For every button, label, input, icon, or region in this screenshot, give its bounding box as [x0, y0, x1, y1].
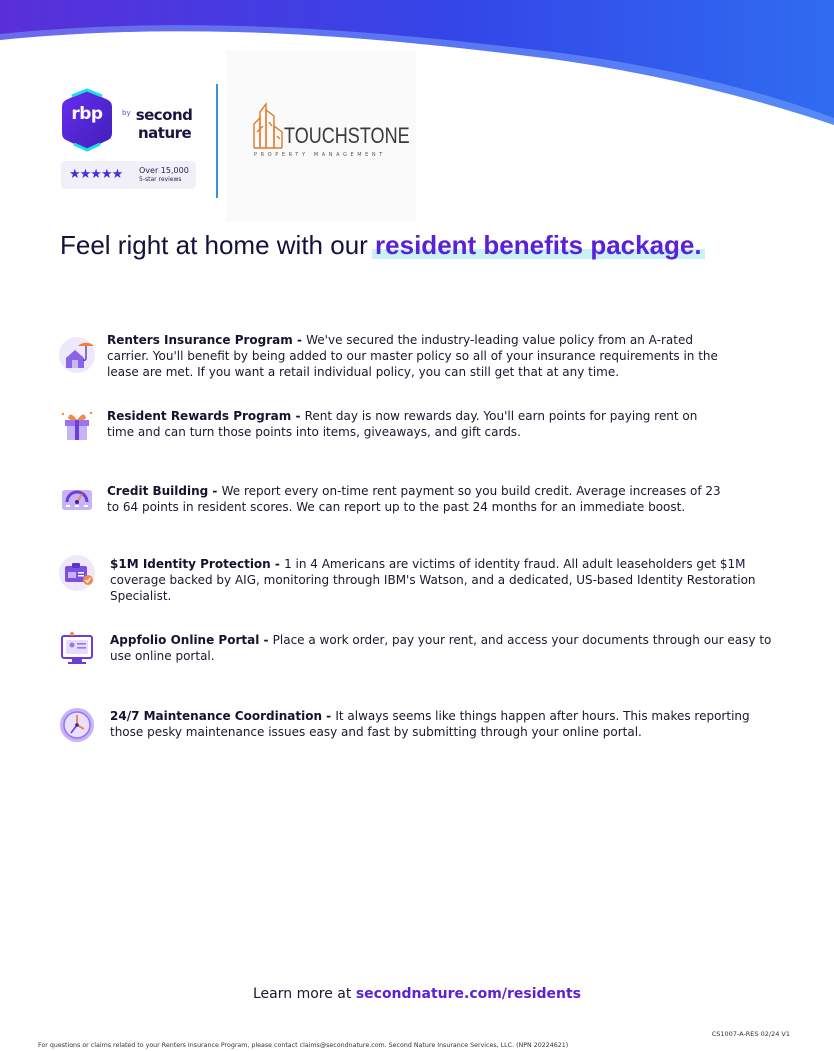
benefit-text: [110, 708, 780, 740]
gift-box-icon: [58, 406, 96, 444]
reviews-text: [139, 166, 189, 184]
benefit-description: 1 in 4 Americans are victims of identity fraud. All adult leaseholders get $1M coverage backed by AIG, monitoring through IBM's Watson, and a dedicated, US-based Identity Restoration Specialist.: [110, 557, 756, 603]
benefit-title: $1M Identity Protection -: [110, 557, 285, 571]
benefit-title: Renters Insurance Program -: [107, 333, 307, 347]
second-label: second: [135, 106, 193, 124]
benefit-text: [107, 408, 727, 440]
nature-label: nature: [138, 124, 192, 142]
benefit-text: [110, 632, 780, 664]
learn-more-line: [0, 986, 834, 1002]
benefit-text: [107, 332, 737, 380]
touchstone-wordmark: TOUCHSTONE: [284, 123, 410, 148]
identity-card-icon: [58, 554, 96, 592]
benefit-title: Appfolio Online Portal -: [110, 633, 273, 647]
umbrella-house-icon: [58, 336, 96, 374]
benefit-description: It always seems like things happen after hours. This makes reporting those pesky maintenance issues easy and fast by submitting through your online portal.: [110, 709, 750, 739]
touchstone-building-icon: [252, 102, 284, 150]
logo-divider: [216, 84, 218, 198]
headline-highlight: resident benefits package.: [375, 230, 702, 260]
reviews-badge: [61, 161, 196, 189]
by-label: by: [122, 109, 131, 117]
benefit-title: Resident Rewards Program -: [107, 409, 305, 423]
headline-lead: Feel right at home with our: [60, 230, 376, 260]
five-star-icon: ★★★★★: [69, 167, 123, 182]
touchstone-subtitle: PROPERTY MANAGEMENT: [254, 152, 386, 158]
benefit-title: 24/7 Maintenance Coordination -: [110, 709, 336, 723]
clock-icon: [58, 706, 96, 744]
learn-more-label: Learn more at: [253, 986, 356, 1002]
document-code: CS1007-A-RES 02/24 V1: [711, 1030, 790, 1038]
credit-gauge-icon: [58, 480, 96, 518]
benefit-description: We've secured the industry-leading value policy from an A-rated carrier. You'll benefit by being added to our master policy so all of your insurance requirements in the lease are met. If you want a retail individual policy, you can still get that at any time.: [107, 333, 718, 379]
benefit-description: Place a work order, pay your rent, and access your documents through our easy to use online portal.: [110, 633, 772, 663]
second-nature-wordmark: [122, 106, 192, 142]
footer-disclaimer: For questions or claims related to your Renters Insurance Program, please contact claims@secondnature.com. Second Nature Insurance Services, LLC. (NPN 20224621): [38, 1042, 569, 1049]
reviews-caption: 5-star reviews: [139, 176, 182, 183]
reviews-count: Over 15,000: [139, 166, 189, 175]
page-headline: [60, 230, 702, 261]
benefit-title: Credit Building -: [107, 484, 222, 498]
benefit-description: We report every on-time rent payment so you build credit. Average increases of 23 to 64 points in resident scores. We can report up to the past 24 months for an immediate boost.: [107, 484, 721, 514]
residents-link[interactable]: secondnature.com/residents: [355, 986, 581, 1002]
benefit-text: [110, 556, 790, 604]
rbp-logo-text: rbp: [71, 104, 103, 124]
benefit-description: Rent day is now rewards day. You'll earn points for paying rent on time and can turn those points into items, giveaways, and gift cards.: [107, 409, 698, 439]
computer-portal-icon: [58, 630, 96, 668]
benefit-text: [107, 483, 727, 515]
